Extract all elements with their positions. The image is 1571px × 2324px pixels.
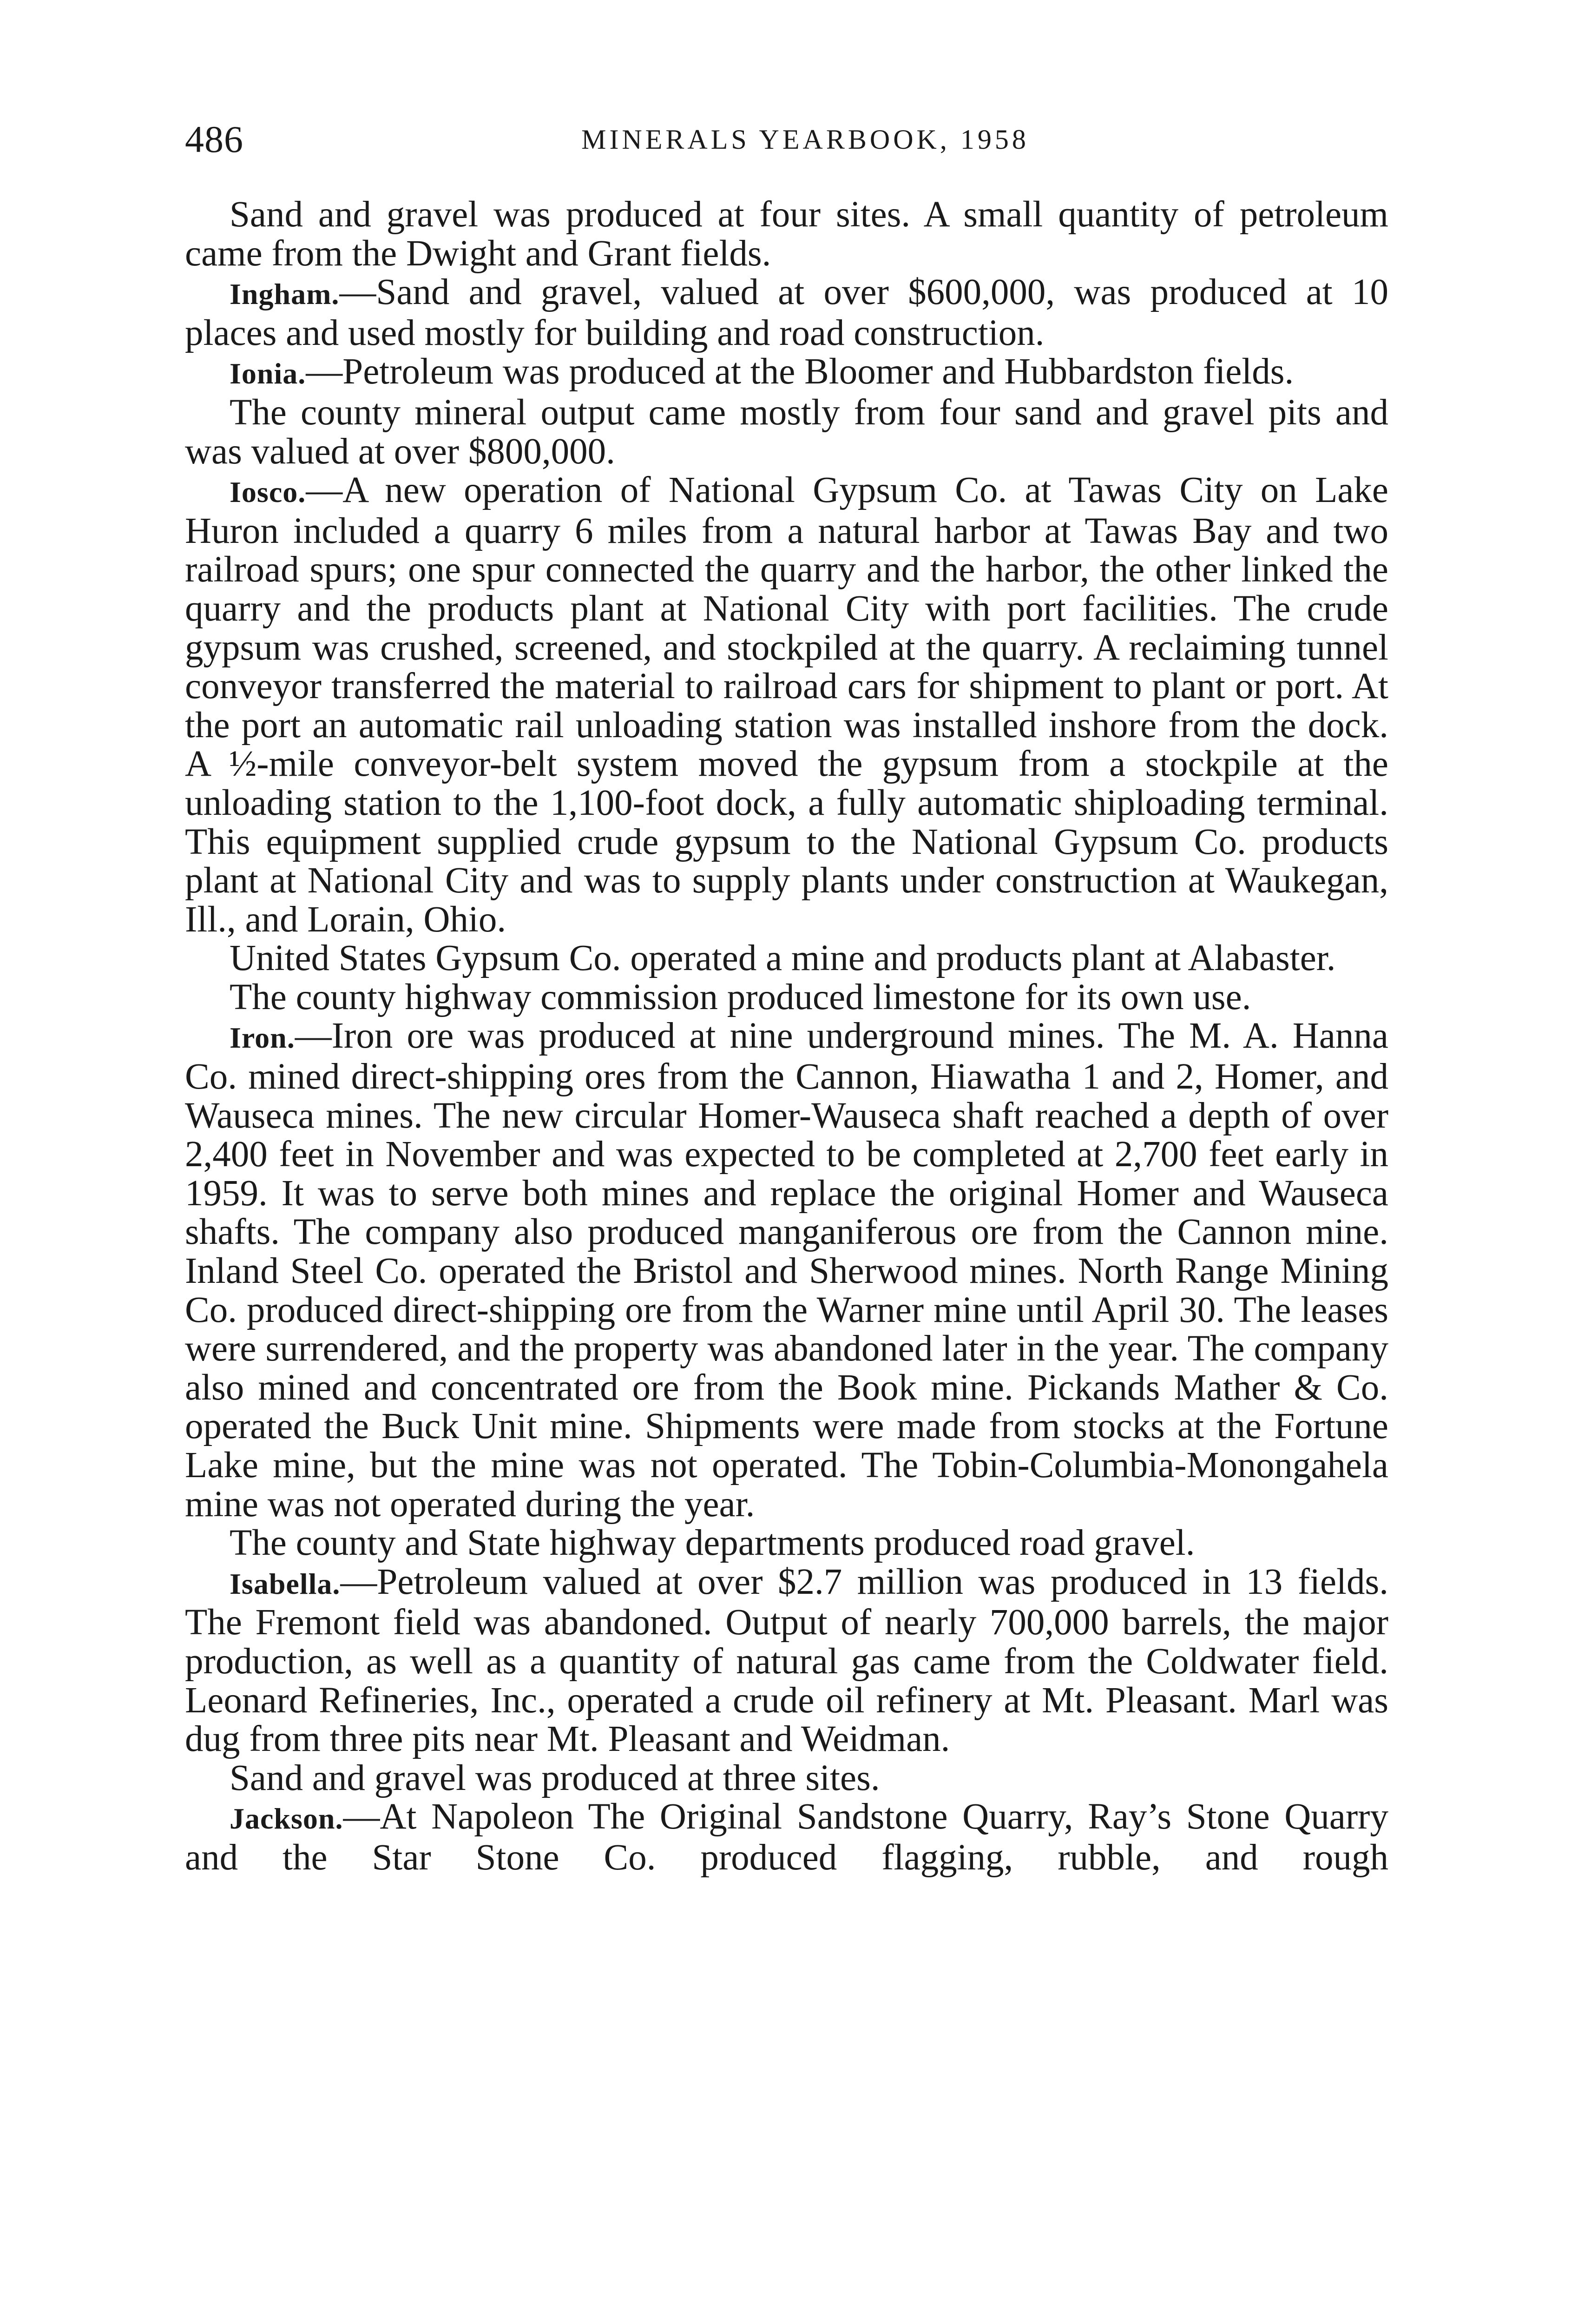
page-header xyxy=(185,114,1388,165)
running-title: MINERALS YEARBOOK, 1958 xyxy=(581,124,1029,155)
paragraph-text: —Petroleum was produced at the Bloomer and Hubbardston fields. xyxy=(306,351,1294,392)
paragraph xyxy=(185,1524,1388,1563)
paragraph xyxy=(185,352,1388,393)
paragraph-text: —Petroleum valued at over $2.7 million was produced in 13 fields. The Fremont field was abandoned. Output of nearly 700,000 barrels, the major production, as well as a quantity of natural gas came from the Coldwater field. Leonard Refineries, Inc., operated a crude oil refinery at Mt. Pleasant. Marl was dug from three pits near Mt. Pleasant and Weidman. xyxy=(185,1561,1388,1760)
paragraph-text: —At Napoleon The Original Sandstone Quarry, Ray’s Stone Quarry and the Star Stone Co. produced flagging, rubble, and rough xyxy=(185,1796,1388,1878)
paragraph-text: —A new operation of National Gypsum Co. at Tawas City on Lake Huron included a quarry 6 miles from a natural harbor at Tawas Bay and two railroad spurs; one spur connected the quarry and the harbor, the other linked the quarry and the products plant at National City with port facilities. The crude gypsum was crushed, screened, and stockpiled at the quarry. A reclaiming tunnel conveyor transferred the material to railroad cars for shipment to plant or port. At the port an automatic rail unloading station was installed inshore from the dock. A ½-mile conveyor-belt system moved the gypsum from a stockpile at the unloading station to the 1,100-foot dock, a fully automatic shiploading terminal. This equipment supplied crude gypsum to the National Gypsum Co. products plant at National City and was to supply plants under construction at Waukegan, Ill., and Lorain, Ohio. xyxy=(185,470,1388,940)
paragraph xyxy=(185,978,1388,1017)
page-number: 486 xyxy=(185,118,243,160)
paragraph-text: Sand and gravel was produced at four sites. A small quantity of petroleum came from the Dwight and Grant fields. xyxy=(185,194,1388,274)
paragraph-text: The county and State highway departments produced road gravel. xyxy=(230,1523,1195,1564)
body-text xyxy=(185,195,1388,1877)
paragraph xyxy=(185,273,1388,352)
county-heading: Iosco. xyxy=(230,475,306,509)
paragraph xyxy=(185,939,1388,978)
paragraph-text: Sand and gravel was produced at three sites. xyxy=(230,1757,880,1798)
county-heading: Isabella. xyxy=(230,1567,341,1600)
paragraph-text: —Sand and gravel, valued at over $600,000, was produced at 10 places and used mostly for building and road construction. xyxy=(185,272,1388,353)
paragraph xyxy=(185,1563,1388,1759)
paragraph xyxy=(185,393,1388,471)
paragraph xyxy=(185,1017,1388,1524)
county-heading: Ionia. xyxy=(230,357,306,390)
county-heading: Jackson. xyxy=(230,1802,343,1835)
paragraph-text: The county highway commission produced limestone for its own use. xyxy=(230,977,1251,1017)
paragraph-text: The county mineral output came mostly from four sand and gravel pits and was valued at over $800,000. xyxy=(185,392,1388,472)
paragraph xyxy=(185,1759,1388,1798)
county-heading: Ingham. xyxy=(230,277,340,311)
paragraph xyxy=(185,471,1388,939)
paragraph xyxy=(185,1797,1388,1877)
paragraph-text: —Iron ore was produced at nine underground mines. The M. A. Hanna Co. mined direct-shipping ores from the Cannon, Hiawatha 1 and 2, Homer, and Wauseca mines. The new circular Homer-Wauseca shaft reached a depth of over 2,400 feet in November and was expected to be completed at 2,700 feet early in 1959. It was to serve both mines and replace the original Homer and Wauseca shafts. The company also produced manganiferous ore from the Cannon mine. Inland Steel Co. operated the Bristol and Sherwood mines. North Range Mining Co. produced direct-shipping ore from the Warner mine until April 30. The leases were surrendered, and the property was abandoned later in the year. The company also mined and concentrated ore from the Book mine. Pickands Mather & Co. operated the Buck Unit mine. Shipments were made from stocks at the Fortune Lake mine, but the mine was not operated. The Tobin-Columbia-Monongahela mine was not operated during the year. xyxy=(185,1016,1388,1525)
paragraph-text: United States Gypsum Co. operated a mine and products plant at Alabaster. xyxy=(230,938,1336,979)
paragraph xyxy=(185,195,1388,273)
county-heading: Iron. xyxy=(230,1021,295,1055)
